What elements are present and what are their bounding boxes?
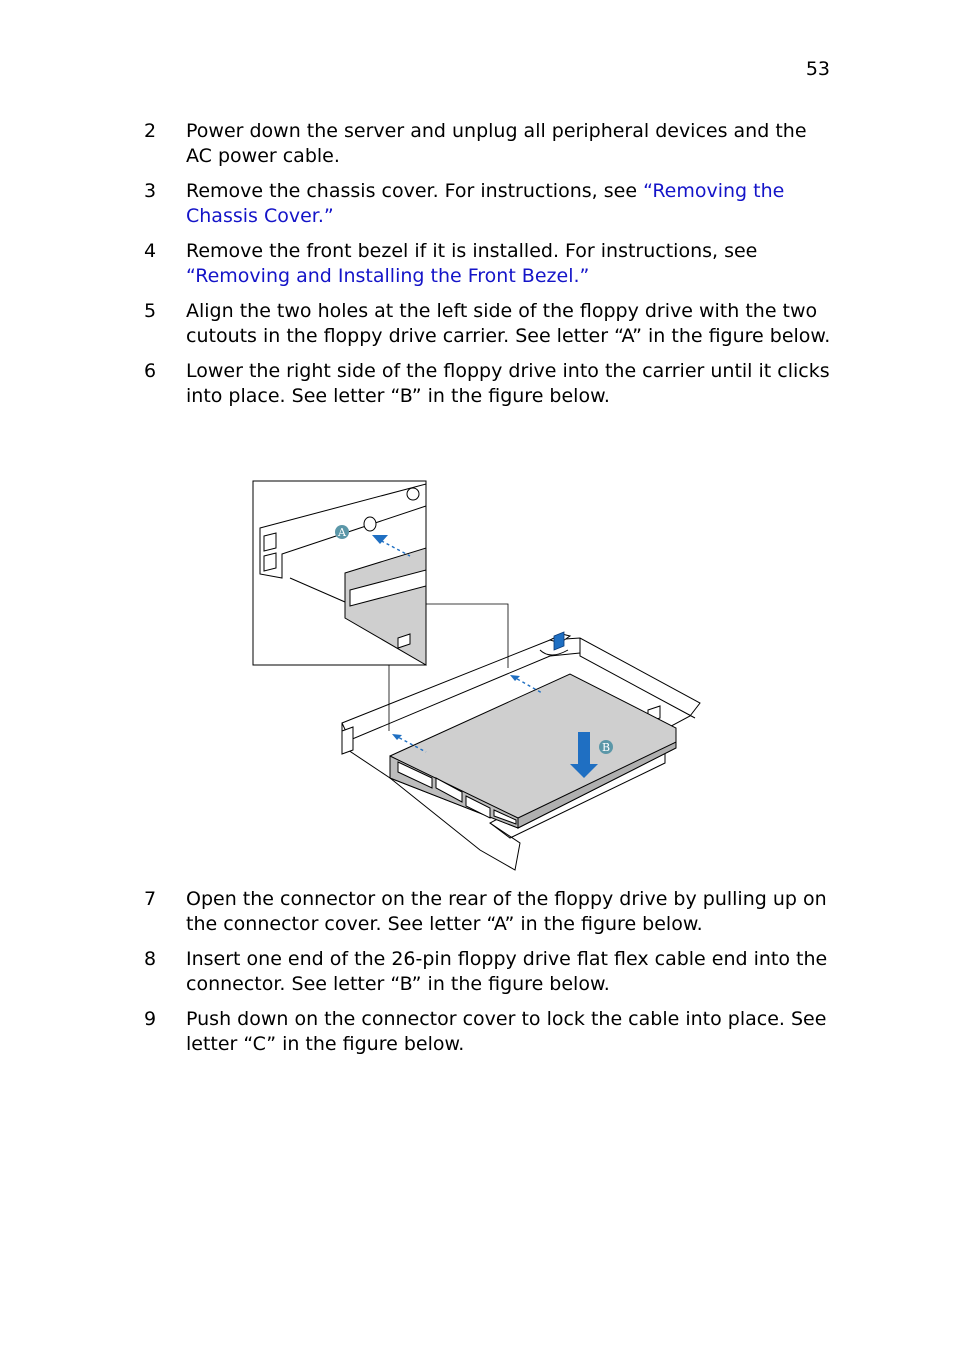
step-number: 3 bbox=[144, 180, 157, 202]
step-number: 2 bbox=[144, 120, 157, 142]
cross-reference-link-removing-chassis-cover[interactable]: “Removing the Chassis Cover.” bbox=[186, 180, 785, 227]
floppy-drive-install-figure bbox=[250, 478, 710, 876]
step-text: Lower the right side of the floppy drive into the carrier until it clicks into place. See letter “B” in the figure below. bbox=[186, 360, 830, 407]
inset-detail bbox=[253, 481, 426, 665]
step-6 bbox=[144, 359, 834, 409]
step-text: Remove the front bezel if it is installed. For instructions, see bbox=[186, 240, 758, 262]
step-text: Align the two holes at the left side of the floppy drive with the two cutouts in the floppy drive carrier. See letter “A” in the figure below. bbox=[186, 300, 831, 347]
step-7 bbox=[144, 887, 834, 937]
step-text: Open the connector on the rear of the floppy drive by pulling up on the connector cover. See letter “A” in the figure below. bbox=[186, 888, 827, 935]
callout-b-label: B bbox=[601, 741, 611, 754]
step-number: 4 bbox=[144, 240, 157, 262]
page-number: 53 bbox=[805, 58, 830, 80]
step-number: 8 bbox=[144, 948, 157, 970]
step-8 bbox=[144, 947, 834, 997]
step-5 bbox=[144, 299, 834, 349]
steps-list-after-figure bbox=[144, 887, 834, 1067]
cross-reference-link-front-bezel[interactable]: “Removing and Installing the Front Bezel.” bbox=[186, 265, 590, 287]
step-text-wrapper bbox=[186, 239, 834, 289]
step-number: 6 bbox=[144, 360, 157, 382]
step-4 bbox=[144, 239, 834, 289]
floppy-drive-illustration bbox=[250, 478, 710, 876]
callout-a-label: A bbox=[338, 526, 346, 539]
step-number: 9 bbox=[144, 1008, 157, 1030]
step-text: Power down the server and unplug all peripheral devices and the AC power cable. bbox=[186, 120, 807, 167]
step-text: Remove the chassis cover. For instructions, see bbox=[186, 180, 644, 202]
step-9 bbox=[144, 1007, 834, 1057]
step-text-wrapper bbox=[186, 179, 834, 229]
steps-list-before-figure bbox=[144, 119, 834, 419]
step-2 bbox=[144, 119, 834, 169]
step-number: 5 bbox=[144, 300, 157, 322]
step-3 bbox=[144, 179, 834, 229]
step-text: Push down on the connector cover to lock the cable into place. See letter “C” in the figure below. bbox=[186, 1008, 827, 1055]
step-number: 7 bbox=[144, 888, 157, 910]
step-text: Insert one end of the 26-pin floppy drive flat flex cable end into the connector. See letter “B” in the figure below. bbox=[186, 948, 828, 995]
